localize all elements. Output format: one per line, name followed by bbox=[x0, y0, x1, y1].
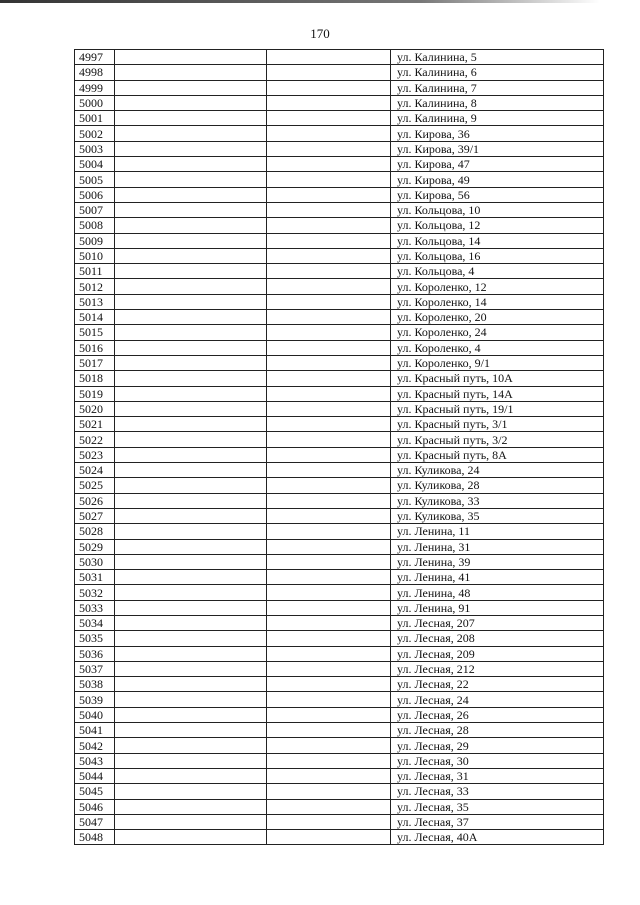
address-cell: ул. Куликова, 33 bbox=[391, 493, 604, 508]
row-number-cell: 5029 bbox=[75, 539, 115, 554]
table-row bbox=[75, 141, 604, 156]
table-row bbox=[75, 218, 604, 233]
empty-cell bbox=[267, 248, 391, 263]
address-table bbox=[74, 49, 604, 845]
empty-cell bbox=[115, 111, 267, 126]
empty-cell bbox=[267, 707, 391, 722]
empty-cell bbox=[267, 738, 391, 753]
empty-cell bbox=[267, 417, 391, 432]
row-number-cell: 5019 bbox=[75, 386, 115, 401]
empty-cell bbox=[267, 677, 391, 692]
empty-cell bbox=[115, 692, 267, 707]
empty-cell bbox=[267, 325, 391, 340]
address-cell: ул. Красный путь, 3/2 bbox=[391, 432, 604, 447]
address-cell: ул. Ленина, 41 bbox=[391, 570, 604, 585]
empty-cell bbox=[115, 157, 267, 172]
address-cell: ул. Лесная, 37 bbox=[391, 814, 604, 829]
address-cell: ул. Лесная, 212 bbox=[391, 661, 604, 676]
row-number-cell: 5034 bbox=[75, 615, 115, 630]
empty-cell bbox=[267, 141, 391, 156]
table-row bbox=[75, 814, 604, 829]
empty-cell bbox=[115, 218, 267, 233]
address-cell: ул. Кольцова, 14 bbox=[391, 233, 604, 248]
address-cell: ул. Лесная, 33 bbox=[391, 784, 604, 799]
table-row bbox=[75, 310, 604, 325]
row-number-cell: 5012 bbox=[75, 279, 115, 294]
empty-cell bbox=[115, 615, 267, 630]
empty-cell bbox=[115, 432, 267, 447]
table-row bbox=[75, 264, 604, 279]
table-row bbox=[75, 646, 604, 661]
row-number-cell: 5031 bbox=[75, 570, 115, 585]
empty-cell bbox=[267, 355, 391, 370]
address-cell: ул. Ленина, 91 bbox=[391, 600, 604, 615]
empty-cell bbox=[115, 141, 267, 156]
row-number-cell: 5045 bbox=[75, 784, 115, 799]
table-row bbox=[75, 417, 604, 432]
empty-cell bbox=[267, 294, 391, 309]
table-row bbox=[75, 80, 604, 95]
table-row bbox=[75, 493, 604, 508]
table-row bbox=[75, 524, 604, 539]
row-number-cell: 5039 bbox=[75, 692, 115, 707]
table-row bbox=[75, 172, 604, 187]
empty-cell bbox=[267, 401, 391, 416]
empty-cell bbox=[267, 279, 391, 294]
row-number-cell: 5022 bbox=[75, 432, 115, 447]
row-number-cell: 5017 bbox=[75, 355, 115, 370]
row-number-cell: 5048 bbox=[75, 830, 115, 845]
address-cell: ул. Кольцова, 12 bbox=[391, 218, 604, 233]
empty-cell bbox=[115, 386, 267, 401]
table-row bbox=[75, 95, 604, 110]
row-number-cell: 4997 bbox=[75, 50, 115, 65]
address-cell: ул. Кирова, 49 bbox=[391, 172, 604, 187]
address-cell: ул. Лесная, 207 bbox=[391, 615, 604, 630]
row-number-cell: 5014 bbox=[75, 310, 115, 325]
table-row bbox=[75, 692, 604, 707]
row-number-cell: 5033 bbox=[75, 600, 115, 615]
address-cell: ул. Кирова, 36 bbox=[391, 126, 604, 141]
table-row bbox=[75, 661, 604, 676]
address-cell: ул. Куликова, 24 bbox=[391, 463, 604, 478]
table-row bbox=[75, 784, 604, 799]
row-number-cell: 5004 bbox=[75, 157, 115, 172]
empty-cell bbox=[267, 202, 391, 217]
empty-cell bbox=[267, 126, 391, 141]
table-row bbox=[75, 447, 604, 462]
empty-cell bbox=[267, 692, 391, 707]
address-cell: ул. Ленина, 31 bbox=[391, 539, 604, 554]
row-number-cell: 5011 bbox=[75, 264, 115, 279]
empty-cell bbox=[115, 95, 267, 110]
address-cell: ул. Короленко, 4 bbox=[391, 340, 604, 355]
table-row bbox=[75, 615, 604, 630]
empty-cell bbox=[115, 264, 267, 279]
empty-cell bbox=[115, 554, 267, 569]
address-cell: ул. Куликова, 35 bbox=[391, 508, 604, 523]
address-cell: ул. Лесная, 24 bbox=[391, 692, 604, 707]
address-cell: ул. Короленко, 14 bbox=[391, 294, 604, 309]
row-number-cell: 5009 bbox=[75, 233, 115, 248]
row-number-cell: 5021 bbox=[75, 417, 115, 432]
row-number-cell: 5036 bbox=[75, 646, 115, 661]
table-body bbox=[75, 50, 604, 845]
empty-cell bbox=[115, 646, 267, 661]
table-row bbox=[75, 570, 604, 585]
row-number-cell: 5000 bbox=[75, 95, 115, 110]
row-number-cell: 5005 bbox=[75, 172, 115, 187]
row-number-cell: 5028 bbox=[75, 524, 115, 539]
empty-cell bbox=[115, 738, 267, 753]
table-row bbox=[75, 585, 604, 600]
table-row bbox=[75, 508, 604, 523]
empty-cell bbox=[267, 371, 391, 386]
row-number-cell: 5008 bbox=[75, 218, 115, 233]
empty-cell bbox=[267, 508, 391, 523]
empty-cell bbox=[115, 417, 267, 432]
table-row bbox=[75, 753, 604, 768]
address-cell: ул. Кольцова, 16 bbox=[391, 248, 604, 263]
table-row bbox=[75, 554, 604, 569]
empty-cell bbox=[115, 463, 267, 478]
empty-cell bbox=[115, 830, 267, 845]
empty-cell bbox=[115, 355, 267, 370]
table-row bbox=[75, 126, 604, 141]
empty-cell bbox=[115, 799, 267, 814]
address-cell: ул. Калинина, 7 bbox=[391, 80, 604, 95]
table-row bbox=[75, 799, 604, 814]
empty-cell bbox=[267, 493, 391, 508]
row-number-cell: 5002 bbox=[75, 126, 115, 141]
address-cell: ул. Красный путь, 8А bbox=[391, 447, 604, 462]
empty-cell bbox=[115, 233, 267, 248]
address-cell: ул. Короленко, 24 bbox=[391, 325, 604, 340]
empty-cell bbox=[115, 707, 267, 722]
row-number-cell: 5032 bbox=[75, 585, 115, 600]
empty-cell bbox=[267, 95, 391, 110]
empty-cell bbox=[267, 753, 391, 768]
table-row bbox=[75, 386, 604, 401]
address-cell: ул. Кольцова, 10 bbox=[391, 202, 604, 217]
empty-cell bbox=[267, 539, 391, 554]
empty-cell bbox=[115, 80, 267, 95]
empty-cell bbox=[115, 524, 267, 539]
empty-cell bbox=[115, 585, 267, 600]
empty-cell bbox=[267, 585, 391, 600]
address-cell: ул. Ленина, 39 bbox=[391, 554, 604, 569]
empty-cell bbox=[267, 768, 391, 783]
address-cell: ул. Калинина, 9 bbox=[391, 111, 604, 126]
empty-cell bbox=[115, 202, 267, 217]
empty-cell bbox=[115, 600, 267, 615]
empty-cell bbox=[115, 723, 267, 738]
address-cell: ул. Лесная, 28 bbox=[391, 723, 604, 738]
empty-cell bbox=[267, 432, 391, 447]
address-cell: ул. Лесная, 209 bbox=[391, 646, 604, 661]
table-row bbox=[75, 294, 604, 309]
empty-cell bbox=[267, 646, 391, 661]
table-row bbox=[75, 248, 604, 263]
address-cell: ул. Короленко, 9/1 bbox=[391, 355, 604, 370]
row-number-cell: 5018 bbox=[75, 371, 115, 386]
table-row bbox=[75, 478, 604, 493]
row-number-cell: 5044 bbox=[75, 768, 115, 783]
row-number-cell: 4998 bbox=[75, 65, 115, 80]
row-number-cell: 5016 bbox=[75, 340, 115, 355]
table-row bbox=[75, 355, 604, 370]
empty-cell bbox=[267, 631, 391, 646]
address-cell: ул. Ленина, 11 bbox=[391, 524, 604, 539]
table-row bbox=[75, 202, 604, 217]
table-row bbox=[75, 325, 604, 340]
table-row bbox=[75, 600, 604, 615]
row-number-cell: 5010 bbox=[75, 248, 115, 263]
empty-cell bbox=[267, 340, 391, 355]
empty-cell bbox=[115, 371, 267, 386]
empty-cell bbox=[115, 447, 267, 462]
empty-cell bbox=[115, 187, 267, 202]
table-row bbox=[75, 233, 604, 248]
address-cell: ул. Кирова, 47 bbox=[391, 157, 604, 172]
table-row bbox=[75, 707, 604, 722]
row-number-cell: 5030 bbox=[75, 554, 115, 569]
table-row bbox=[75, 50, 604, 65]
address-cell: ул. Лесная, 35 bbox=[391, 799, 604, 814]
empty-cell bbox=[267, 187, 391, 202]
row-number-cell: 5046 bbox=[75, 799, 115, 814]
address-cell: ул. Красный путь, 10А bbox=[391, 371, 604, 386]
empty-cell bbox=[267, 463, 391, 478]
empty-cell bbox=[267, 600, 391, 615]
empty-cell bbox=[267, 447, 391, 462]
table-row bbox=[75, 677, 604, 692]
address-cell: ул. Лесная, 22 bbox=[391, 677, 604, 692]
empty-cell bbox=[267, 615, 391, 630]
row-number-cell: 5003 bbox=[75, 141, 115, 156]
address-cell: ул. Лесная, 30 bbox=[391, 753, 604, 768]
row-number-cell: 5023 bbox=[75, 447, 115, 462]
table-row bbox=[75, 187, 604, 202]
row-number-cell: 5007 bbox=[75, 202, 115, 217]
table-row bbox=[75, 111, 604, 126]
table-row bbox=[75, 65, 604, 80]
empty-cell bbox=[115, 65, 267, 80]
empty-cell bbox=[115, 50, 267, 65]
table-row bbox=[75, 631, 604, 646]
row-number-cell: 5037 bbox=[75, 661, 115, 676]
empty-cell bbox=[115, 631, 267, 646]
table-row bbox=[75, 432, 604, 447]
empty-cell bbox=[115, 768, 267, 783]
empty-cell bbox=[267, 80, 391, 95]
address-cell: ул. Лесная, 29 bbox=[391, 738, 604, 753]
empty-cell bbox=[267, 723, 391, 738]
empty-cell bbox=[115, 248, 267, 263]
table-row bbox=[75, 723, 604, 738]
empty-cell bbox=[115, 401, 267, 416]
row-number-cell: 5043 bbox=[75, 753, 115, 768]
address-cell: ул. Кирова, 56 bbox=[391, 187, 604, 202]
row-number-cell: 5041 bbox=[75, 723, 115, 738]
empty-cell bbox=[115, 340, 267, 355]
row-number-cell: 5013 bbox=[75, 294, 115, 309]
address-cell: ул. Калинина, 5 bbox=[391, 50, 604, 65]
address-cell: ул. Красный путь, 14А bbox=[391, 386, 604, 401]
row-number-cell: 5038 bbox=[75, 677, 115, 692]
row-number-cell: 5001 bbox=[75, 111, 115, 126]
empty-cell bbox=[115, 478, 267, 493]
address-cell: ул. Лесная, 26 bbox=[391, 707, 604, 722]
empty-cell bbox=[115, 279, 267, 294]
page-number: 170 bbox=[310, 26, 330, 41]
empty-cell bbox=[267, 233, 391, 248]
table-row bbox=[75, 539, 604, 554]
address-cell: ул. Короленко, 12 bbox=[391, 279, 604, 294]
empty-cell bbox=[267, 310, 391, 325]
empty-cell bbox=[267, 65, 391, 80]
address-cell: ул. Кирова, 39/1 bbox=[391, 141, 604, 156]
address-cell: ул. Кольцова, 4 bbox=[391, 264, 604, 279]
table-row bbox=[75, 768, 604, 783]
row-number-cell: 5026 bbox=[75, 493, 115, 508]
table-row bbox=[75, 371, 604, 386]
empty-cell bbox=[267, 661, 391, 676]
address-cell: ул. Лесная, 208 bbox=[391, 631, 604, 646]
empty-cell bbox=[267, 111, 391, 126]
address-cell: ул. Ленина, 48 bbox=[391, 585, 604, 600]
row-number-cell: 5040 bbox=[75, 707, 115, 722]
address-cell: ул. Красный путь, 3/1 bbox=[391, 417, 604, 432]
address-cell: ул. Красный путь, 19/1 bbox=[391, 401, 604, 416]
empty-cell bbox=[267, 264, 391, 279]
empty-cell bbox=[267, 172, 391, 187]
row-number-cell: 5025 bbox=[75, 478, 115, 493]
empty-cell bbox=[267, 814, 391, 829]
empty-cell bbox=[267, 554, 391, 569]
address-cell: ул. Куликова, 28 bbox=[391, 478, 604, 493]
address-cell: ул. Калинина, 8 bbox=[391, 95, 604, 110]
row-number-cell: 5015 bbox=[75, 325, 115, 340]
empty-cell bbox=[115, 661, 267, 676]
table-row bbox=[75, 463, 604, 478]
empty-cell bbox=[267, 218, 391, 233]
empty-cell bbox=[115, 677, 267, 692]
row-number-cell: 5024 bbox=[75, 463, 115, 478]
table-row bbox=[75, 401, 604, 416]
row-number-cell: 5035 bbox=[75, 631, 115, 646]
empty-cell bbox=[267, 50, 391, 65]
empty-cell bbox=[115, 172, 267, 187]
table-row bbox=[75, 340, 604, 355]
row-number-cell: 5042 bbox=[75, 738, 115, 753]
empty-cell bbox=[267, 570, 391, 585]
empty-cell bbox=[267, 478, 391, 493]
row-number-cell: 5006 bbox=[75, 187, 115, 202]
table-row bbox=[75, 738, 604, 753]
row-number-cell: 5020 bbox=[75, 401, 115, 416]
empty-cell bbox=[115, 508, 267, 523]
address-cell: ул. Калинина, 6 bbox=[391, 65, 604, 80]
table-row bbox=[75, 157, 604, 172]
empty-cell bbox=[267, 799, 391, 814]
row-number-cell: 4999 bbox=[75, 80, 115, 95]
row-number-cell: 5027 bbox=[75, 508, 115, 523]
empty-cell bbox=[115, 325, 267, 340]
empty-cell bbox=[115, 784, 267, 799]
empty-cell bbox=[115, 310, 267, 325]
row-number-cell: 5047 bbox=[75, 814, 115, 829]
address-cell: ул. Короленко, 20 bbox=[391, 310, 604, 325]
empty-cell bbox=[115, 570, 267, 585]
address-cell: ул. Лесная, 31 bbox=[391, 768, 604, 783]
empty-cell bbox=[267, 386, 391, 401]
empty-cell bbox=[115, 294, 267, 309]
table-row bbox=[75, 830, 604, 845]
empty-cell bbox=[115, 539, 267, 554]
empty-cell bbox=[115, 126, 267, 141]
scan-edge bbox=[0, 0, 600, 3]
empty-cell bbox=[267, 784, 391, 799]
empty-cell bbox=[115, 753, 267, 768]
empty-cell bbox=[267, 830, 391, 845]
table-row bbox=[75, 279, 604, 294]
empty-cell bbox=[115, 493, 267, 508]
empty-cell bbox=[267, 524, 391, 539]
empty-cell bbox=[267, 157, 391, 172]
address-cell: ул. Лесная, 40А bbox=[391, 830, 604, 845]
empty-cell bbox=[115, 814, 267, 829]
